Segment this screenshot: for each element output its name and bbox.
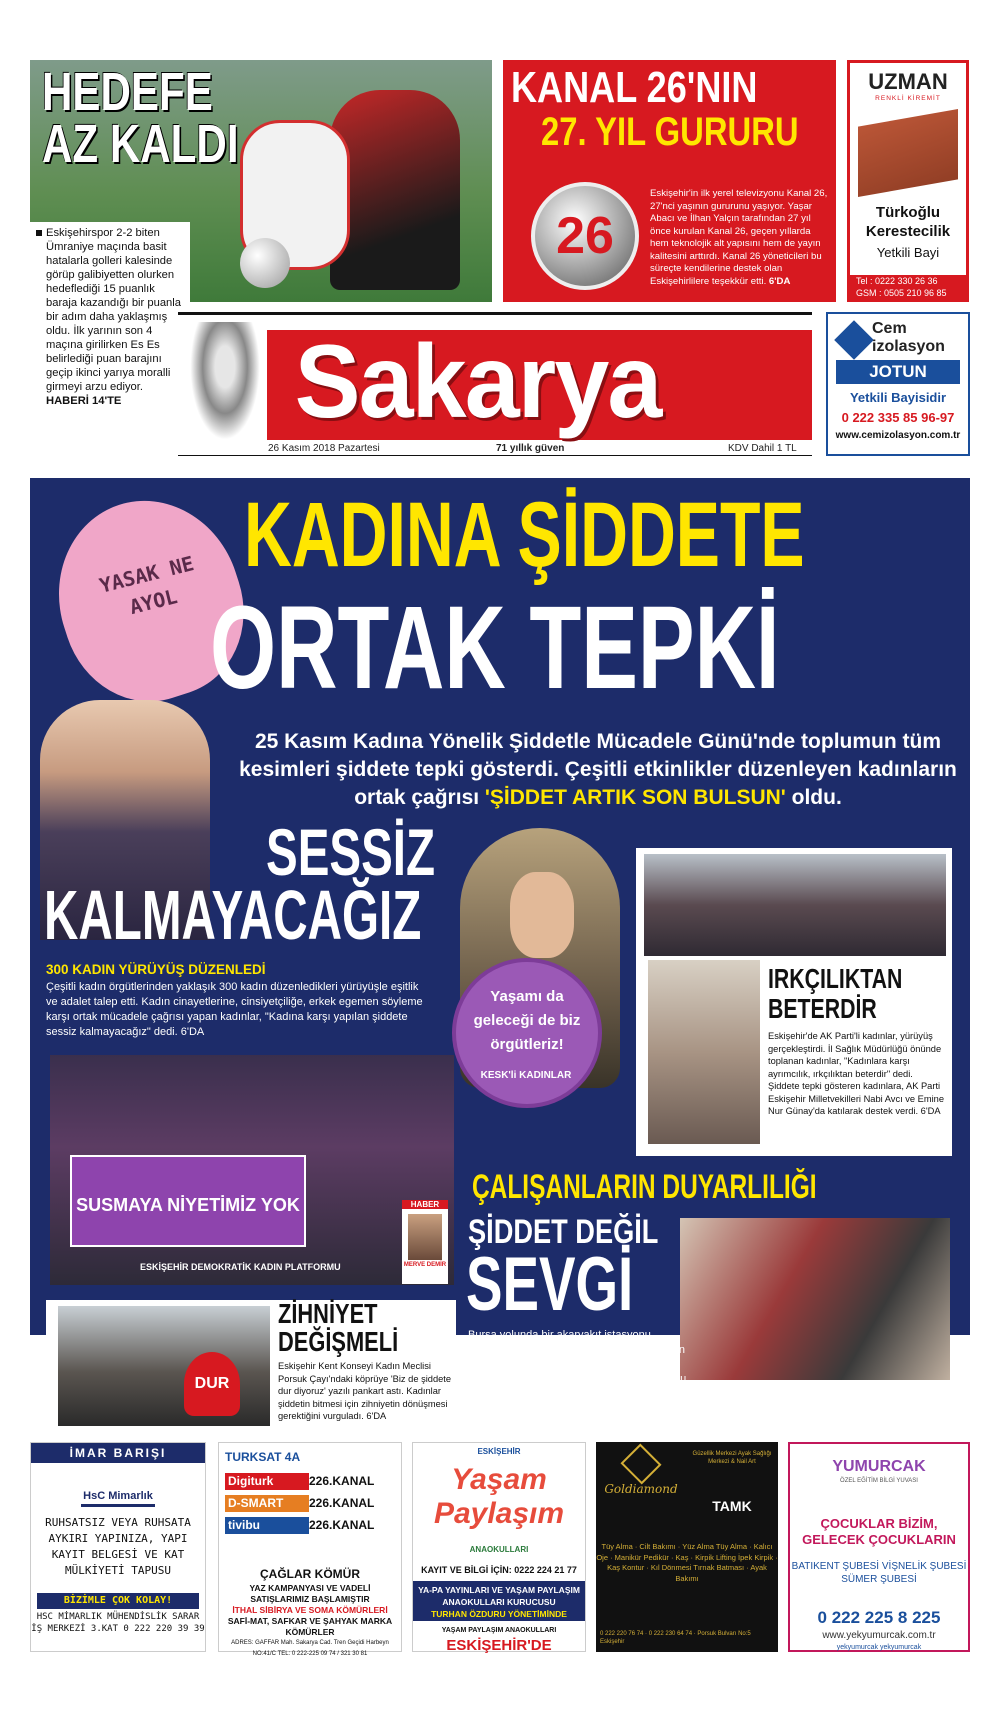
yumurcak-phone: 0 222 225 8 225 [817,1608,941,1627]
march-body: Çeşitli kadın örgütlerinden yaklaşık 300 kadın düzenledikleri yürüyüşle eşitlik ve adalet talep etti. Kadın cinayetlerine, cinsiyetçiliğe, erkek egemen söyleme karşı ortak mücadele çağrısı yapan kadınlar, "Kadına karşı yapılan şiddete sessiz kalmayacağız" dedi. 6'DA [46,981,423,1038]
sport-headline: HEDEFE AZ KALDI [42,62,239,174]
goldiamond-desc: Güzellik Merkezi Ayak Sağlığı Merkezi & Nail Art [692,1451,772,1465]
cem-name: Cem izolasyon [872,320,945,355]
cem-logo-icon [834,320,874,360]
purple-sign-text: Yaşamı da geleceği de biz örgütleriz! [473,988,581,1053]
yasam-city: ESKİŞEHİR'DE [446,1637,552,1654]
protest-sign-text: YASAK NE AYOL [96,551,197,620]
sevgi-headline: SEVGİ [466,1242,634,1327]
kanal26-summary: Eskişehir'in ilk yerel televizyonu Kanal 26, 27'nci yaşının gururunu yaşıyor. Yaşar Abacı ve İlhan Yalçın tarafından 27 yıl önce kurulan Kanal 26, geçen yıllarda hem teknolojik alt yapısını hem de yayın kalitesini arttırdı. Kanal 26 yöneticileri bu süreçte kendilerine destek olan Eskişehirlilere teşekkür etti. 6'DA [650,188,828,287]
main-lead: 25 Kasım Kadına Yönelik Şiddetle Mücadele Günü'nde toplumun tüm kesimleri şiddete tepki gösterdi. Çeşitli etkinlikler düzenleyen kadınların ortak çağrısı 'ŞİDDET ARTIK SON BULSUN' oldu. [239,730,957,809]
football-icon [240,238,290,288]
newspaper-logo[interactable]: Sakarya [294,324,661,440]
main-headline-bottom[interactable]: ORTAK TEPKİ [210,582,780,714]
yasam-paylasim-ad[interactable] [412,1442,586,1652]
purple-sign-org: KESK'li KADINLAR [480,1070,572,1081]
uzman-logo: UZMAN [868,69,948,94]
uzman-kiremit-ad[interactable] [847,60,969,302]
yumurcak-sub: ÖZEL EĞİTİM BİLGİ YUVASI [840,1478,918,1484]
issue-date: 26 Kasım 2018 Pazartesi [268,443,380,454]
zihniyet-headline: ZİHNİYET DEĞİŞMELİ [278,1298,399,1357]
channel-row: Digiturk 226.KANAL [225,1473,395,1490]
turksat-label: TURKSAT 4A [225,1450,301,1464]
sport-page-ref: HABERİ 14'TE [46,395,122,407]
slogan: 71 yıllık güven [496,443,565,454]
uzman-phones: Tel : 0222 330 26 36 GSM : 0505 210 96 85 [850,275,966,299]
yumurcak-branches: BATIKENT ŞUBESİ VİŞNELİK ŞUBESİ SÜMER ŞUBESİ [791,1561,967,1585]
roof-tile-image [858,109,958,197]
kanal26-logo: 26 [531,182,639,290]
calisanlar-headline[interactable]: ÇALIŞANLARIN DUYARLILIĞI [472,1168,817,1206]
reporter-name: MERVE DEMİR [403,1262,447,1268]
goldiamond-services: Tüy Alma · Cilt Bakımı · Yüz Alma Tüy Alma · Kalıcı Oje · Manikür Pedikür · Kaş · Kirpik Lifting İpek Kirpik · Kaş Kontur · Kıl Dönmesi Tırnak Batması · Ayak Bakımı [596,1542,778,1583]
yumurcak-website: www.yekyumurcak.com.tr [822,1630,936,1641]
protester-face [510,872,574,958]
imar-barisi-ad[interactable] [30,1442,206,1652]
main-headline-top[interactable]: KADINA ŞİDDETE [244,484,805,586]
reporter-label: HABER [402,1200,448,1209]
yasam-band: YA-PA YAYINLARI VE YAŞAM PAYLAŞIM ANAOKULLARI KURUCUSU TURHAN ÖZDURU YÖNETİMİNDE [413,1581,585,1621]
yumurcak-ad[interactable] [788,1442,970,1652]
sport-summary: Eskişehirspor 2-2 biten Ümraniye maçında basit hatalarla golleri kalesinde görüp galibiyetten olurken hedeflediği 15 puanlık baraja kazandığı bir puanla bir adım daha yaklaşmış oldu. İlk yarının son 4 maçına girilirken Es Es belirlediği puan barajını geçip ikinci yarıya moralli girmeyi arzu ediyor. HABERİ 14'TE [30,222,190,362]
kanal26-headline: KANAL 26'NIN [511,63,758,112]
irkcilik-photo [644,854,946,956]
cem-website: www.cemizolasyon.com.tr [835,430,961,441]
siddet-degil-headline: ŞİDDET DEĞİL [468,1213,659,1251]
zihniyet-body: Eskişehir Kent Konseyi Kadın Meclisi Porsuk Çayı'ndaki köprüye 'Biz de şiddete dur diyoruz' yazılı pankart astı. Kadınlar şiddetin bitmesi için zihniyetin dönüşmesi gerektiğini vurguladı. 6'DA [278,1361,452,1421]
uzman-dealer-name: Türkoğlu Kerestecilik [865,204,951,240]
dur-sign: DUR [184,1352,240,1416]
goldiamond-logo: Goldiamond [604,1482,678,1496]
march-banner-text: SUSMAYA NİYETİMİZ YOK [76,1195,300,1215]
cem-phone: 0 222 335 85 96-97 [841,410,955,425]
yasam-foot: YAŞAM PAYLAŞIM ANAOKULLARI [441,1627,557,1634]
irkcilik-banner-photo [648,960,760,1144]
kalmayacagiz-headline[interactable]: KALMAYACAĞIZ [44,876,422,954]
sport-news-box[interactable] [30,60,492,407]
imar-ad-text: RUHSATSIZ VEYA RUHSATA AYKIRI YAPINIZA, YAPI KAYIT BELGESİ VE KAT MÜLKİYETİ TAPUSU [45,1516,191,1577]
kanal26-subheadline: 27. YIL GURURU [541,110,799,154]
caglar-komur-title: ÇAĞLAR KÖMÜR [260,1567,360,1581]
march-subheadline: 300 KADIN YÜRÜYÜŞ DÜZENLEDİ [46,962,266,977]
ataturk-portrait [190,322,260,440]
irkcilik-headline: IRKÇILIKTAN BETERDİR [768,963,903,1024]
imar-ad-header: İMAR BARIŞI [31,1443,205,1463]
yumurcak-slogan: ÇOCUKLAR BİZİM, GELECEK ÇOCUKLARIN [802,1516,956,1547]
irkcilik-body: Eskişehir'de AK Parti'li kadınlar, yürüyüş gerçekleştirdi. İl Sağlık Müdürlüğü önünde toplanan kadınlar, "Kadınlara karşı ayrımcılık, ırkçılıktan beterdir" dedi. Şiddete tepki gösteren kadınlara, AK Parti Eskişehir Milletvekilleri Nabi Avcı ve Emine Nur Günay'da katılarak destek verdi. 6'DA [768,1031,945,1116]
caglar-komur-body: YAZ KAMPANYASI VE VADELİ SATIŞLARIMIZ BAŞLAMIŞTIR İTHAL SİBİRYA VE SOMA KÖMÜRLERİ SAFİ-MAT, SAFKAR VE ŞAHYAK MARKA KÖMÜRLER ADRES: GAFFAR Mah. Sakarya Cad. Tren Geçidi Harbeyn NO:41/C TEL: 0 222-225 09 74 / 321 30 81 [227,1583,393,1657]
uzman-subtitle: RENKLİ KİREMİT [875,95,941,102]
kanal26-channels-ad[interactable] [218,1442,402,1657]
yumurcak-social: yekyumurcak yekyumurcak [836,1644,922,1651]
jotun-logo: JOTUN [836,360,960,384]
channel-row: D-SMART 226.KANAL [225,1495,395,1512]
tamk-logo: TAMK [712,1498,752,1514]
imar-ad-band: BİZİMLE ÇOK KOLAY! [37,1593,199,1609]
channel-row: tivibu 226.KANAL [225,1517,395,1534]
yasam-phone: KAYIT VE BİLGİ İÇİN: 0222 224 21 77 [421,1565,577,1575]
hsc-logo: HsC Mimarlık [81,1473,155,1507]
yasam-logo: Yaşam Paylaşım [433,1463,565,1530]
uzman-dealer-label: Yetkili Bayi [876,245,940,260]
price: KDV Dahil 1 TL [728,443,797,454]
kanal26-news-box[interactable] [503,60,836,302]
sessiz-headline[interactable]: SESSİZ [266,815,436,889]
yasam-sub: ANAOKULLARI [469,1545,529,1554]
cem-izolasyon-ad[interactable] [826,312,970,456]
cem-dealer-label: Yetkili Bayisidir [849,390,947,405]
march-banner-org: ESKİŞEHİR DEMOKRATİK KADIN PLATFORMU [140,1262,341,1272]
yumurcak-logo: YUMURCAK [832,1458,926,1475]
reporter-photo [408,1214,442,1260]
calisanlar-photo [680,1218,950,1380]
goldiamond-ad[interactable] [596,1442,778,1652]
diamond-icon [620,1443,661,1484]
imar-ad-contact: HSC MİMARLIK MÜHENDİSLİK SARAR İŞ MERKEZİ 3.KAT 0 222 220 39 39 [31,1612,205,1634]
calisanlar-body: Bursa yolunda bir akaryakıt istasyonu çalışanları kadına şiddete dikkat çekmek için farklı bir etkinliğe imza attı. Yüzlerine şiddet görmüş gibi makyaj yapan kadınlar gün boyu bu şekilde çalışarak farkındalık yarattı. 6'DA [468,1329,687,1399]
goldiamond-contact: 0 222 220 76 74 · 0 222 230 64 74 · Porsuk Bulvarı No:5 Eskişehir [600,1631,751,1645]
yasam-top: ESKİŞEHİR [477,1447,521,1456]
